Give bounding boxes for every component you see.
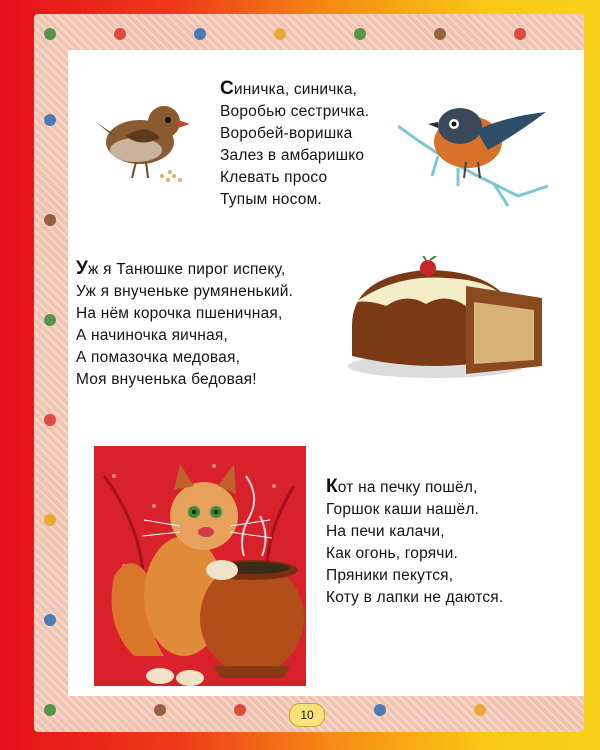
poem-sinichka — [220, 78, 369, 211]
border-ornament — [434, 28, 446, 40]
poem-line: Горшок каши нашёл. — [326, 501, 480, 518]
border-ornament — [44, 314, 56, 326]
border-ornament — [514, 28, 526, 40]
drop-cap: У — [76, 258, 89, 279]
border-ornament — [234, 704, 246, 716]
poem-first-line — [76, 258, 293, 281]
poem-line: Воробей-воришка — [220, 125, 353, 142]
poem-line: А помазочка медовая, — [76, 349, 241, 366]
poem-line: На печи калачи, — [326, 523, 445, 540]
border-ornament — [44, 114, 56, 126]
border-ornament — [44, 28, 56, 40]
border-ornament — [44, 514, 56, 526]
titmouse-illustration — [398, 86, 558, 216]
poem-pirog — [76, 258, 293, 391]
poem-line: Моя внученька бедовая! — [76, 371, 257, 388]
poem-line-text: от на печку пошёл, — [337, 479, 478, 496]
poem-line-text: ж я Танюшке пирог испеку, — [88, 261, 286, 278]
border-ornament — [44, 214, 56, 226]
poem-line: Клевать просо — [220, 169, 328, 186]
page-number: 10 — [289, 703, 325, 727]
border-ornament — [44, 704, 56, 716]
poem-line: Залез в амбаришко — [220, 147, 365, 164]
pie-illustration — [346, 256, 546, 386]
border-ornament — [474, 704, 486, 716]
border-ornament — [354, 28, 366, 40]
border-ornament — [154, 704, 166, 716]
poem-line: Коту в лапки не даются. — [326, 589, 504, 606]
border-ornament — [44, 414, 56, 426]
poem-line: Как огонь, горячи. — [326, 545, 458, 562]
poem-line: Тупым носом. — [220, 191, 322, 208]
border-ornament — [274, 28, 286, 40]
poem-line: На нём корочка пшеничная, — [76, 305, 283, 322]
poem-first-line — [326, 476, 503, 499]
border-ornament — [114, 28, 126, 40]
border-ornament — [44, 614, 56, 626]
border-ornament — [194, 28, 206, 40]
poem-line-text: иничка, синичка, — [233, 81, 358, 98]
drop-cap: К — [326, 476, 338, 497]
drop-cap: С — [220, 78, 234, 99]
border-ornament — [374, 704, 386, 716]
poem-line: А начиночка яичная, — [76, 327, 228, 344]
poem-first-line — [220, 78, 369, 101]
poem-line: Пряники пекутся, — [326, 567, 454, 584]
poem-line: Уж я внученьке румяненький. — [76, 283, 294, 300]
poem-line: Воробью сестричка. — [220, 103, 370, 120]
poem-kot — [326, 476, 503, 609]
cat-illustration — [94, 446, 306, 686]
sparrow-illustration — [96, 92, 196, 192]
